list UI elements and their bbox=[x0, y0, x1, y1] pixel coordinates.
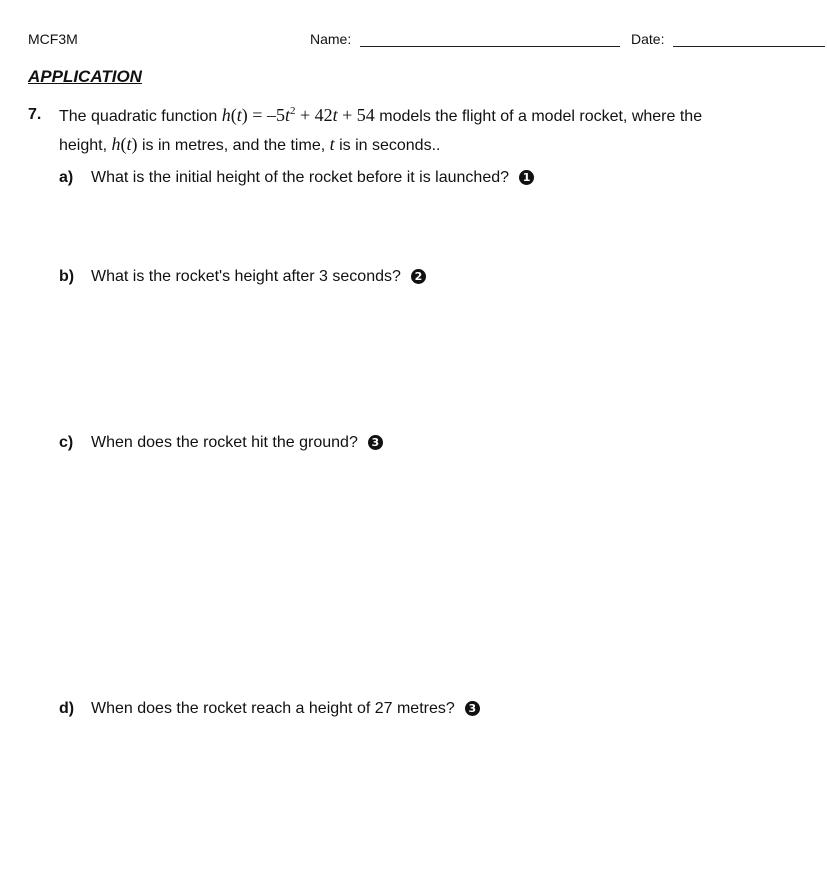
part-c-letter: c) bbox=[59, 434, 74, 451]
func-name: h bbox=[221, 105, 231, 125]
line2-h: h bbox=[111, 134, 121, 154]
marks-badge-icon: 1 bbox=[519, 170, 534, 185]
date-label: Date: bbox=[631, 31, 665, 47]
part-d-question bbox=[91, 700, 480, 718]
part-b-letter: b) bbox=[59, 268, 75, 285]
question-number: 7. bbox=[28, 106, 42, 123]
intro-before: The quadratic function bbox=[59, 108, 218, 125]
exponent: 2 bbox=[289, 105, 296, 117]
part-a-letter: a) bbox=[59, 169, 74, 186]
height-function: h(t) bbox=[111, 134, 138, 154]
question-intro-line2 bbox=[59, 134, 440, 155]
part-b-question bbox=[91, 268, 426, 286]
line2-t: t bbox=[126, 134, 132, 154]
part-c-text: When does the rocket hit the ground? bbox=[91, 434, 358, 451]
question-intro-line1 bbox=[59, 105, 702, 126]
line2-middle: is in metres, and the time, bbox=[141, 137, 326, 154]
marks-badge-icon: 3 bbox=[465, 701, 480, 716]
date-blank-line bbox=[673, 46, 825, 47]
part-c-question bbox=[91, 434, 383, 452]
name-blank-line bbox=[360, 46, 620, 47]
intro-after: models the flight of a model rocket, where the bbox=[379, 108, 703, 125]
name-label: Name: bbox=[310, 31, 352, 47]
course-code: MCF3M bbox=[28, 31, 78, 47]
linear-term: + 42 bbox=[295, 105, 333, 125]
quadratic-equation: $h(t) = -5t^2 + 42t + 54$ bbox=[221, 105, 375, 125]
part-b-text: What is the rocket's height after 3 seconds? bbox=[91, 268, 401, 285]
part-d-letter: d) bbox=[59, 700, 75, 717]
line2-start: height, bbox=[59, 137, 108, 154]
time-variable: t bbox=[329, 134, 335, 154]
constant-term: + 54 bbox=[337, 105, 375, 125]
equals-coef: = –5 bbox=[247, 105, 285, 125]
func-var: t bbox=[236, 105, 242, 125]
marks-badge-icon: 3 bbox=[368, 435, 383, 450]
part-a-question bbox=[91, 169, 534, 187]
t-var-1: t bbox=[284, 105, 290, 125]
part-d-text: When does the rocket reach a height of 27 metres? bbox=[91, 700, 455, 717]
marks-badge-icon: 2 bbox=[411, 269, 426, 284]
section-title: APPLICATION bbox=[28, 67, 142, 86]
part-a-text: What is the initial height of the rocket before it is launched? bbox=[91, 169, 510, 186]
t-var-2: t bbox=[332, 105, 338, 125]
line2-end: is in seconds.. bbox=[339, 137, 441, 154]
